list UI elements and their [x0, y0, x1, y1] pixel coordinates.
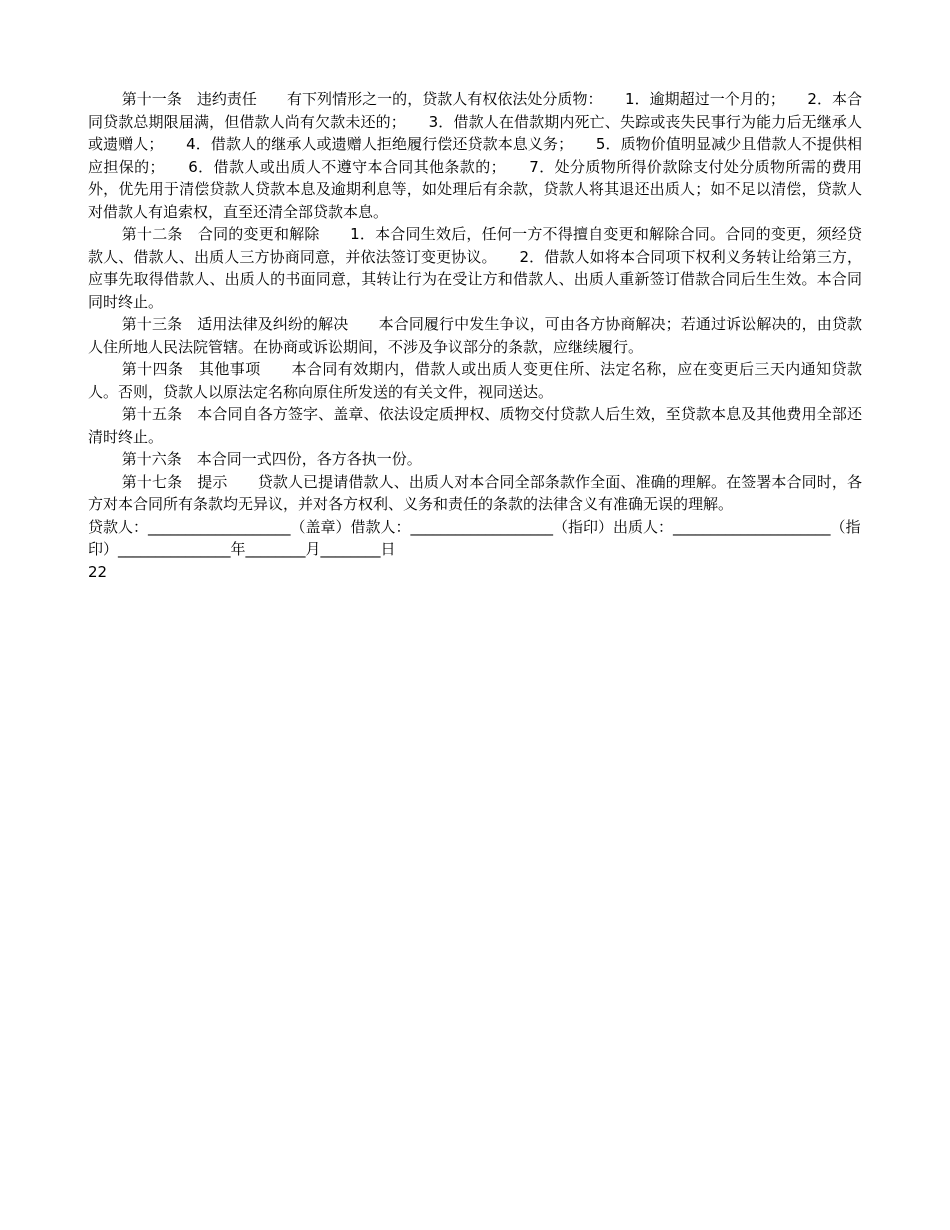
article-11-body: 有下列情形之一的，贷款人有权依法处分质物： 1．逾期超过一个月的； 2．本合同贷款总期限届满，但借款人尚有欠款未还的； 3．借款人在借款期内死亡、失踪或丧失民事行为能力后无继承人或遗赠人； 4．借款人的继承人或遗赠人拒绝履行偿还贷款本息义务； 5．质物价值明显减少且借款人不提供相应担保的； 6．借款人或出质人不遵守本合同其他条款的； 7．处分质物所得价款除支付处分质物所需的费用外，优先用于清偿贷款人贷款本息及逾期利息等，如处理后有余款，贷款人将其退还出质人；如不足以清偿，贷款人对借款人有追索权，直至还清全部贷款本息。 — [88, 90, 862, 221]
article-15-heading: 第十五条 — [121, 405, 198, 423]
document-page — [88, 88, 862, 583]
article-17-body: 贷款人已提请借款人、出质人对本合同全部条款作全面、准确的理解。在签署本合同时，各方对本合同所有条款均无异议，并对各方权利、义务和责任的条款的法律含义有准确无误的理解。 — [88, 472, 862, 513]
article-14 — [88, 358, 862, 403]
article-11-heading: 第十一条 违约责任 — [121, 90, 257, 108]
page-number: 22 — [88, 562, 108, 581]
article-15-body: 本合同自各方签字、盖章、依法设定质押权、质物交付贷款人后生效，至贷款本息及其他费用全部还清时终止。 — [88, 405, 862, 446]
article-14-body: 本合同有效期内，借款人或出质人变更住所、法定名称，应在变更后三天内通知贷款人。否则，贷款人以原法定名称向原住所发送的有关文件，视同送达。 — [88, 360, 862, 401]
article-14-heading: 第十四条 其他事项 — [121, 360, 261, 378]
signature-block: 贷款人：___________________（盖章）借款人：___________________（指印）出质人：_____________________（指印）_______________年________月________日 — [88, 517, 861, 558]
article-16 — [88, 448, 862, 471]
article-13-heading: 第十三条 适用法律及纠纷的解决 — [121, 315, 349, 333]
article-12-body: 1．本合同生效后，任何一方不得擅自变更和解除合同。合同的变更，须经贷款人、借款人、出质人三方协商同意，并依法签订变更协议。 2．借款人如将本合同项下权利义务转让给第三方，应事先取得借款人、出质人的书面同意，其转让行为在受让方和借款人、出质人重新签订借款合同后生生效。本合同同时终止。 — [88, 225, 862, 311]
article-17 — [88, 471, 862, 516]
article-12 — [88, 223, 862, 313]
article-11 — [88, 88, 862, 223]
article-13 — [88, 313, 862, 358]
article-13-body: 本合同履行中发生争议，可由各方协商解决；若通过诉讼解决的，由贷款人住所地人民法院管辖。在协商或诉讼期间，不涉及争议部分的条款，应继续履行。 — [88, 315, 862, 356]
article-16-heading: 第十六条 — [121, 450, 197, 468]
article-15 — [88, 403, 862, 448]
article-12-heading: 第十二条 合同的变更和解除 — [121, 225, 320, 243]
article-17-heading: 第十七条 提示 — [121, 472, 228, 491]
article-16-body: 本合同一式四份，各方各执一份。 — [196, 450, 422, 468]
